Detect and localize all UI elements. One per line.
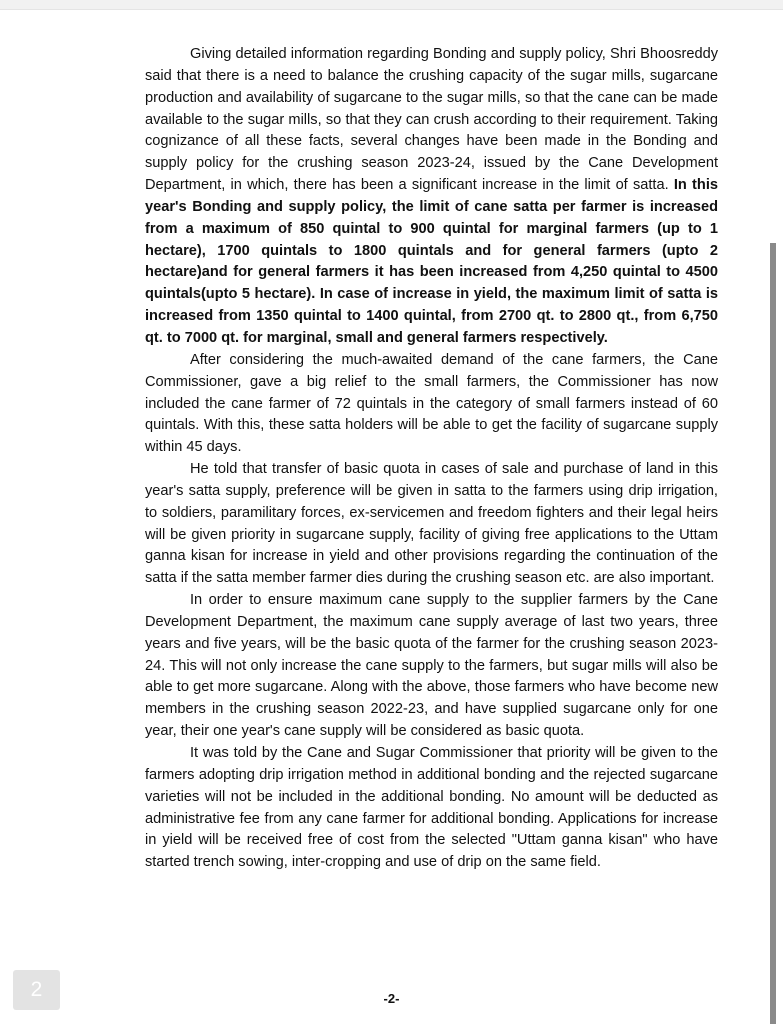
paragraph-bold-text: In this year's Bonding and supply policy, the limit of cane satta per farmer is increased from a maximum of 850 quintal to 900 quintal for marginal farmers (up to 1 hectare), 1700 quintals to 1800 quintals and for general farmers (upto 2 hectare)and for general farmers it has been increased from 4,250 quintal to 4500 quintals(upto 5 hectare). In case of increase in yield, the maximum limit of satta is increased from 1350 quintal to 1400 quintal, from 2700 qt. to 2800 qt., from 6,750 qt. to 7000 qt. for marginal, small and general farmers respectively. [145,177,718,346]
paragraph-bonding-policy [145,44,718,350]
paragraph-basic-quota-transfer: He told that transfer of basic quota in cases of sale and purchase of land in this year's satta supply, preference will be given in satta to the farmers using drip irrigation, to soldiers, paramilitary forces, ex-servicemen and freedom fighters and their legal heirs will be given priority in sugarcane supply, facility of giving free applications to the Uttam ganna kisan for increase in yield and other provisions regarding the continuation of the satta if the satta member farmer dies during the crushing season etc. are also important. [145,461,718,587]
paragraph-additional-bonding: It was told by the Cane and Sugar Commissioner that priority will be given to the farmers adopting drip irrigation method in additional bonding and the rejected sugarcane varieties will not be included in the additional bonding. No amount will be deducted as administrative fee from any cane farmer for additional bonding. Applications for increase in yield will be received free of cost from the selected "Uttam ganna kisan" who have started trench sowing, inter-cropping and use of drip on the same field. [145,745,718,871]
paragraph-cane-supply-average: In order to ensure maximum cane supply to the supplier farmers by the Cane Development Department, the maximum cane supply average of last two years, three years and five years, will be the basic quota of the farmer for the crushing season 2023-24. This will not only increase the cane supply to the farmers, but sugar mills will also be able to get more sugarcane. Along with the above, those farmers who have become new members in the crushing season 2022-23, and have supplied sugarcane only for one year, their one year's cane supply will be considered as basic quota. [145,592,718,740]
page-indicator-button[interactable]: 2 [13,970,60,1010]
document-body [145,44,718,874]
vertical-scrollbar[interactable] [770,243,776,1024]
page-number: -2- [383,991,400,1006]
paragraph-small-farmers: After considering the much-awaited demand of the cane farmers, the Cane Commissioner, gave a big relief to the small farmers, the Commissioner has now included the cane farmer of 72 quintals in the category of small farmers instead of 60 quintals. With this, these satta holders will be able to get the facility of sugarcane supply within 45 days. [145,351,718,456]
viewer-top-bar [0,0,783,10]
paragraph-text: Giving detailed information regarding Bonding and supply policy, Shri Bhoosreddy said that there is a need to balance the crushing capacity of the sugar mills, sugarcane production and availability of sugarcane to the sugar mills, so that the cane can be made available to the sugar mills, so that they can crush according to their requirement. Taking cognizance of all these facts, several changes have been made in the Bonding and supply policy for the crushing season 2023-24, issued by the Cane Development Department, in which, there has been a significant increase in the limit of satta. [145,46,718,194]
